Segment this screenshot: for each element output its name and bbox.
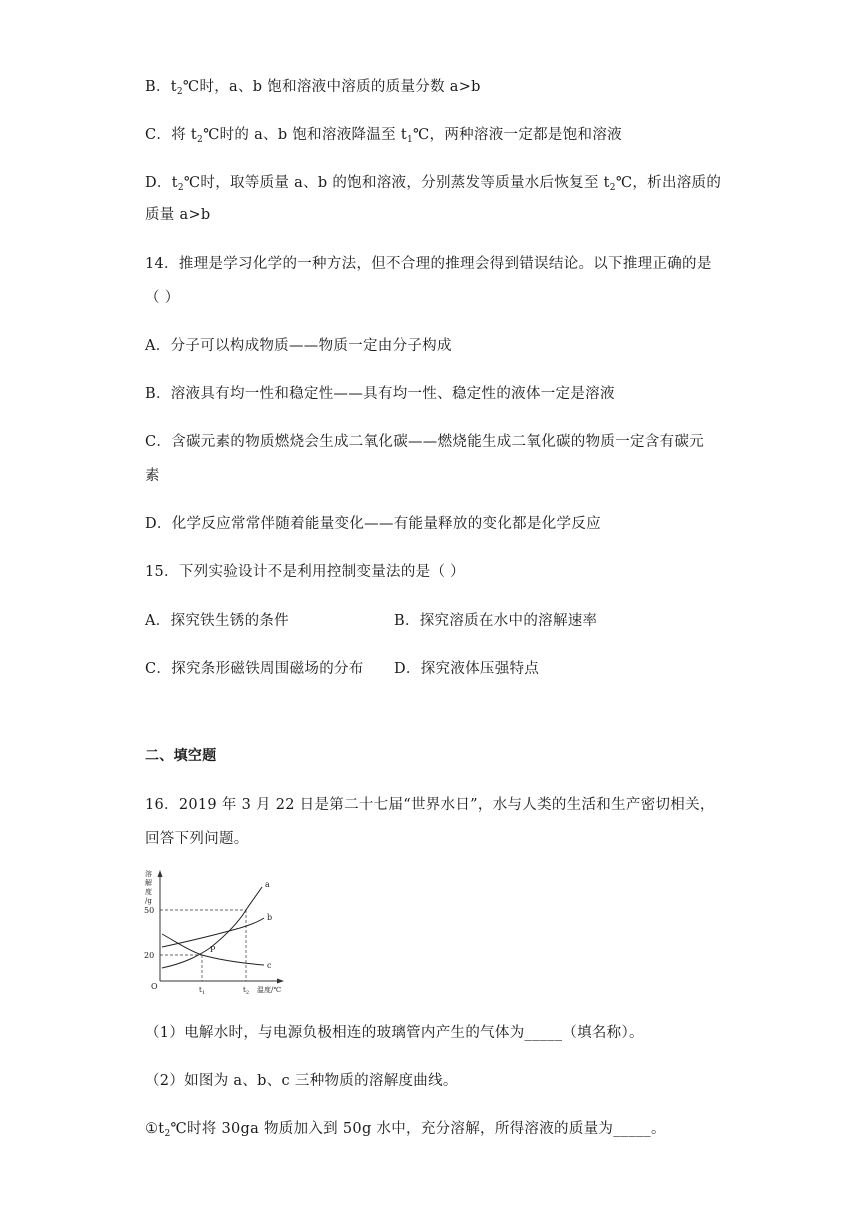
y-axis-arrow (158, 870, 163, 877)
question-13-option-b: B．$t_2℃$时，a、b 饱和溶液中溶质的质量分数 a>b (145, 79, 481, 97)
question-15-option-c: C．探究条形磁铁周围磁场的分布 (145, 661, 364, 677)
y-axis-label: 度 (145, 888, 152, 896)
question-14-stem-bracket: （ ） (145, 290, 180, 306)
question-16-part-1: （1）电解水时，与电源负极相连的玻璃管内产生的气体为_____（填名称）。 (145, 1025, 644, 1041)
question-14-option-d: D．化学反应常常伴随着能量变化——有能量释放的变化都是化学反应 (145, 516, 601, 532)
question-16-stem: 16．2019 年 3 月 22 日是第二十七届“世界水日”，水与人类的生活和生产密切相关， (145, 797, 715, 813)
question-16-stem-line2: 回答下列问题。 (145, 831, 249, 847)
question-14-option-a: A．分子可以构成物质——物质一定由分子构成 (145, 338, 452, 354)
question-14-option-b: B．溶液具有均一性和稳定性——具有均一性、稳定性的液体一定是溶液 (145, 386, 615, 402)
question-15-stem: 15．下列实验设计不是利用控制变量法的是（ ） (145, 564, 465, 580)
question-15-option-a: A．探究铁生锈的条件 (145, 613, 289, 629)
origin-label: O (151, 982, 158, 991)
y-axis-label: 溶 (145, 870, 152, 878)
y-axis-label: /g (145, 897, 152, 905)
solubility-curve-figure (140, 868, 290, 994)
question-15-option-d: D．探究液体压强特点 (394, 661, 540, 677)
y-tick-50: 50 (144, 906, 155, 915)
curve-b-label: b (267, 913, 273, 922)
question-13-option-d: D．$t_2℃$时，取等质量 a、b 的饱和溶液，分别蒸发等质量水后恢复至 $t_2℃$，析出溶质的 (145, 175, 722, 193)
x-axis-label: 温度/℃ (257, 986, 282, 994)
question-13-option-d-line2: 质量 a>b (145, 207, 211, 223)
y-tick-20: 20 (144, 951, 155, 960)
curve-a-label: a (265, 880, 270, 889)
question-14-option-c-line2: 素 (145, 468, 160, 484)
question-13-option-c: C．将 $t_2℃$时的 a、b 饱和溶液降温至 $t_1℃$，两种溶液一定都是饱和溶液 (145, 127, 622, 145)
x-tick-t1: $t_1$ (199, 986, 206, 994)
point-p-label: P (210, 945, 216, 954)
y-axis-label: 解 (145, 879, 152, 887)
question-15-option-b: B．探究溶质在水中的溶解速率 (394, 613, 598, 629)
question-14-option-c: C．含碳元素的物质燃烧会生成二氧化碳——燃烧能生成二氧化碳的物质一定含有碳元 (145, 434, 704, 450)
section-heading: 二、填空题 (145, 748, 217, 764)
question-14-stem: 14．推理是学习化学的一种方法，但不合理的推理会得到错误结论。以下推理正确的是 (145, 256, 712, 272)
question-16-part-2-item-1: $①t_2℃$时将 30ga 物质加入到 50g 水中，充分溶解，所得溶液的质量为_____。 (145, 1121, 666, 1139)
curve-a (162, 887, 262, 968)
curve-c-label: c (267, 961, 272, 970)
x-tick-t2: $t_2$ (243, 986, 250, 994)
x-axis-arrow (277, 979, 284, 984)
question-16-part-2: （2）如图为 a、b、c 三种物质的溶解度曲线。 (145, 1073, 458, 1089)
